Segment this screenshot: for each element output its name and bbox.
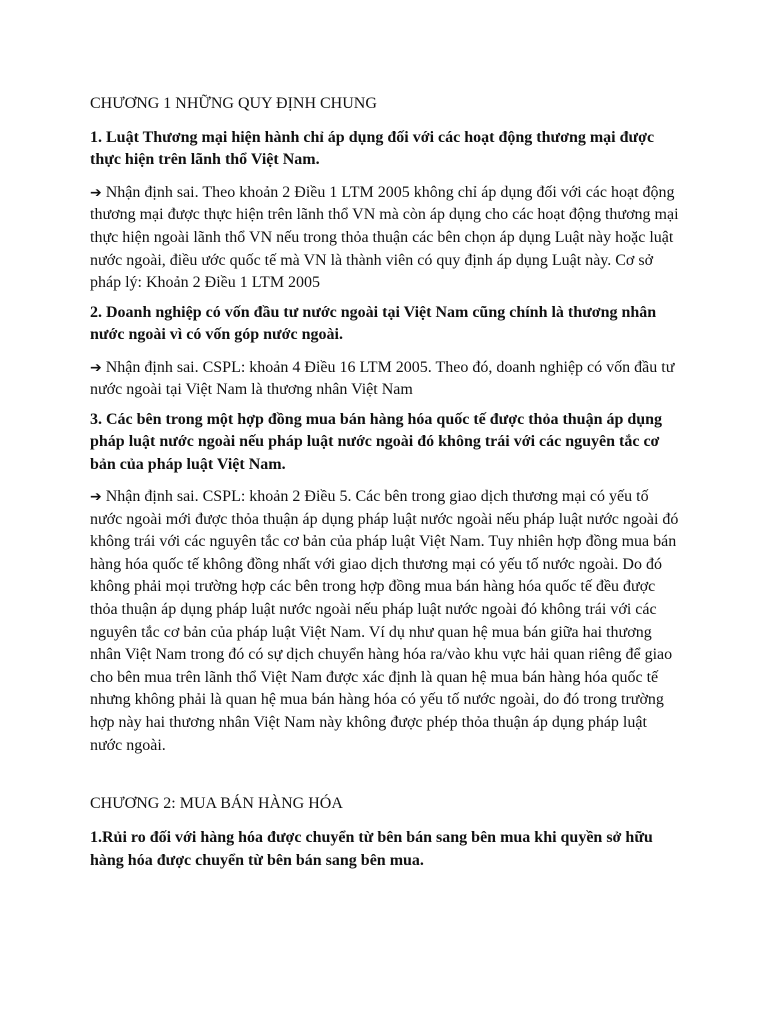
answer-1-text: Nhận định sai. Theo khoản 2 Điều 1 LTM 2005 không chỉ áp dụng đối với các hoạt động thương mại được thực hiện trên lãnh thổ VN mà còn áp dụng cho các hoạt động thương mại thực hiện ngoài lãnh thổ VN nếu trong thỏa thuận các bên chọn áp dụng Luật này hoặc luật nước ngoài, điều ước quốc tế mà VN là thành viên có quy định áp dụng Luật này. Cơ sở pháp lý: Khoản 2 Điều 1 LTM 2005 <box>90 183 679 292</box>
answer-1 <box>90 182 682 295</box>
chapter-1-title: CHƯƠNG 1 NHỮNG QUY ĐỊNH CHUNG <box>90 95 377 112</box>
chapter-2-title: CHƯƠNG 2: MUA BÁN HÀNG HÓA <box>90 795 343 813</box>
question-2: 2. Doanh nghiệp có vốn đầu tư nước ngoài tại Việt Nam cũng chính là thương nhân nước ngoài vì có vốn góp nước ngoài. <box>90 303 657 344</box>
answer-3-text: Nhận định sai. CSPL: khoản 2 Điều 5. Các bên trong giao dịch thương mại có yếu tố nước ngoài mới được thỏa thuận áp dụng pháp luật nước ngoài nếu pháp luật nước ngoài đó không trái với các nguyên tắc cơ bản của pháp luật Việt Nam. Tuy nhiên hợp đồng mua bán hàng hóa quốc tế không đồng nhất với giao dịch thương mại có yếu tố nước ngoài. Do đó không phải mọi trường hợp các bên trong hợp đồng mua bán hàng hóa quốc tế đều được thỏa thuận áp dụng pháp luật nước ngoài nếu pháp luật nước ngoài đó không trái với các nguyên tắc cơ bản của pháp luật Việt Nam. Ví dụ như quan hệ mua bán giữa hai thương nhân Việt Nam trong đó có sự dịch chuyển hàng hóa ra/vào khu vực hải quan riêng để giao cho bên mua trên lãnh thổ Việt Nam được xác định là quan hệ mua bán hàng hóa quốc tế nhưng không phải là quan hệ mua bán hàng hóa có yếu tố nước ngoài, do đó trong trường hợp này hai thương nhân Việt Nam này không được phép thỏa thuận áp dụng pháp luật nước ngoài. <box>90 488 679 754</box>
question-1: 1. Luật Thương mại hiện hành chỉ áp dụng đối với các hoạt động thương mại được thực hiện trên lãnh thổ Việt Nam. <box>90 129 655 169</box>
answer-3 <box>90 486 682 757</box>
question-3: 3. Các bên trong một hợp đồng mua bán hàng hóa quốc tế được thỏa thuận áp dụng pháp luật nước ngoài nếu pháp luật nước ngoài đó không trái với các nguyên tắc cơ bản của pháp luật Việt Nam. <box>90 410 663 473</box>
answer-2 <box>90 357 682 402</box>
arrow-right-icon: ➔ <box>90 359 102 376</box>
chapter-2-question-1: 1.Rủi ro đối với hàng hóa được chuyển từ bên bán sang bên mua khi quyền sở hữu hàng hóa được chuyển từ bên bán sang bên mua. <box>90 829 653 869</box>
document-page <box>90 93 682 882</box>
arrow-right-icon: ➔ <box>90 184 102 201</box>
answer-2-text: Nhận định sai. CSPL: khoản 4 Điều 16 LTM 2005. Theo đó, doanh nghiệp có vốn đầu tư nước ngoài tại Việt Nam là thương nhân Việt Nam <box>90 358 675 399</box>
arrow-right-icon: ➔ <box>90 489 102 505</box>
